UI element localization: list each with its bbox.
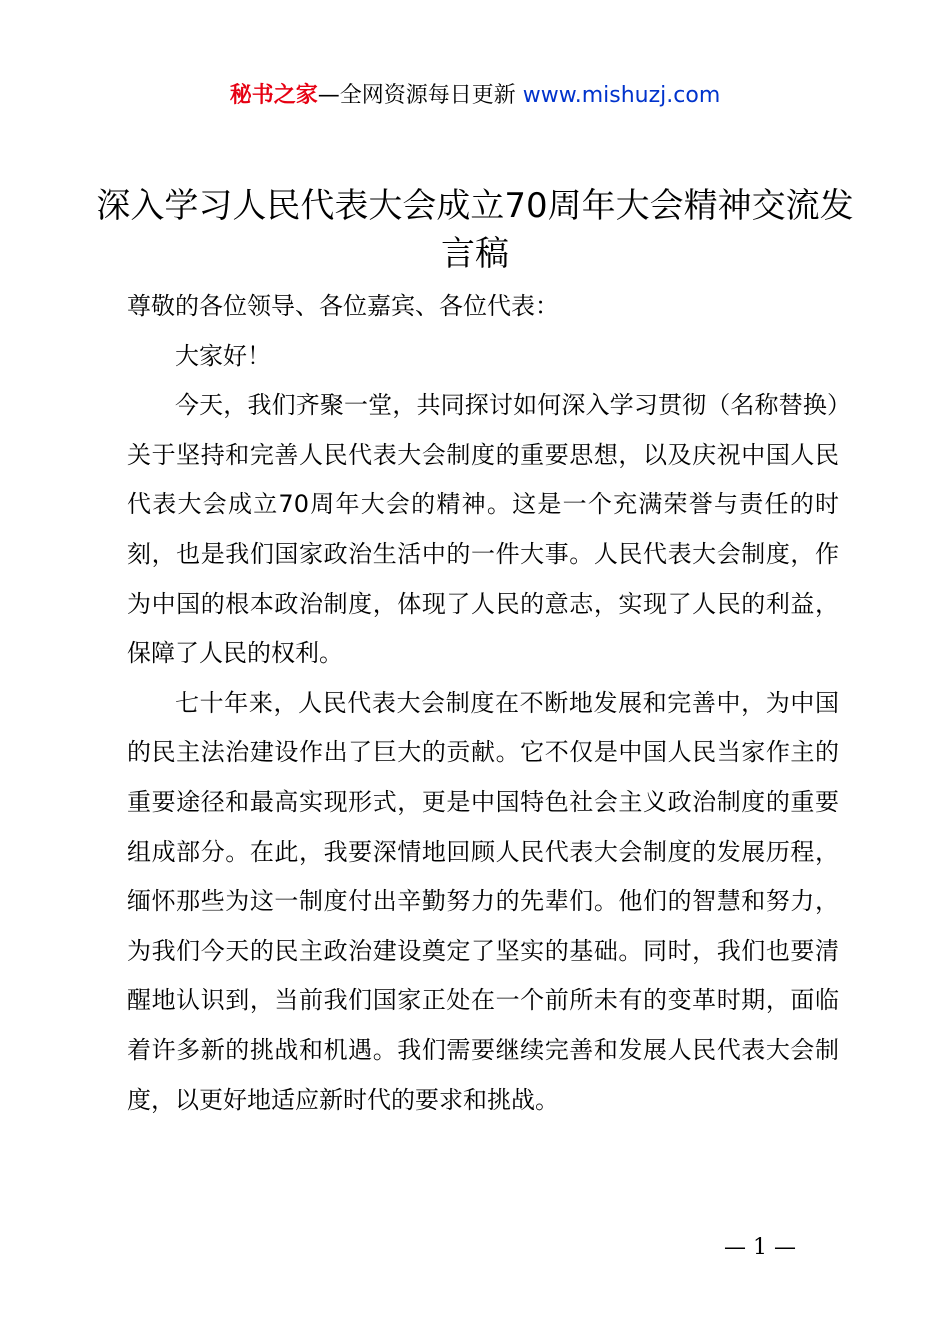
document-title: 深入学习人民代表大会成立70周年大会精神交流发言稿 — [96, 186, 854, 274]
paragraph-greeting: 大家好！ — [175, 341, 271, 370]
site-url[interactable]: www.mishuzj.com — [522, 83, 721, 108]
paragraph-2: 七十年来，人民代表大会制度在不断地发展和完善中，为中国的民主法治建设作出了巨大的贡献。它不仅是中国人民当家作主的重要途径和最高实现形式，更是中国特色社会主义政治制度的重要组成部分。在此，我要深情地回顾人民代表大会制度的发展历程，缅怀那些为这一制度付出辛勤努力的先辈们。他们的智慧和努力，为我们今天的民主政治建设奠定了坚实的基础。同时，我们也要清醒地认识到，当前我们国家正处在一个前所未有的变革时期，面临着许多新的挑战和机遇。我们需要继续完善和发展人民代表大会制度，以更好地适应新时代的要求和挑战。 — [127, 688, 839, 1114]
document-body — [127, 282, 839, 1125]
site-header — [0, 80, 950, 112]
site-tagline: —全网资源每日更新 — [317, 83, 523, 108]
site-brand: 秘书之家 — [229, 83, 318, 108]
paragraph-1: 今天，我们齐聚一堂，共同探讨如何深入学习贯彻（名称替换）关于坚持和完善人民代表大会制度的重要思想，以及庆祝中国人民代表大会成立70周年大会的精神。这是一个充满荣誉与责任的时刻，也是我们国家政治生活中的一件大事。人民代表大会制度，作为中国的根本政治制度，体现了人民的意志，实现了人民的利益，保障了人民的权利。 — [127, 391, 839, 668]
page-number: — 1 — — [724, 1235, 796, 1260]
salutation: 尊敬的各位领导、各位嘉宾、各位代表： — [127, 292, 559, 320]
